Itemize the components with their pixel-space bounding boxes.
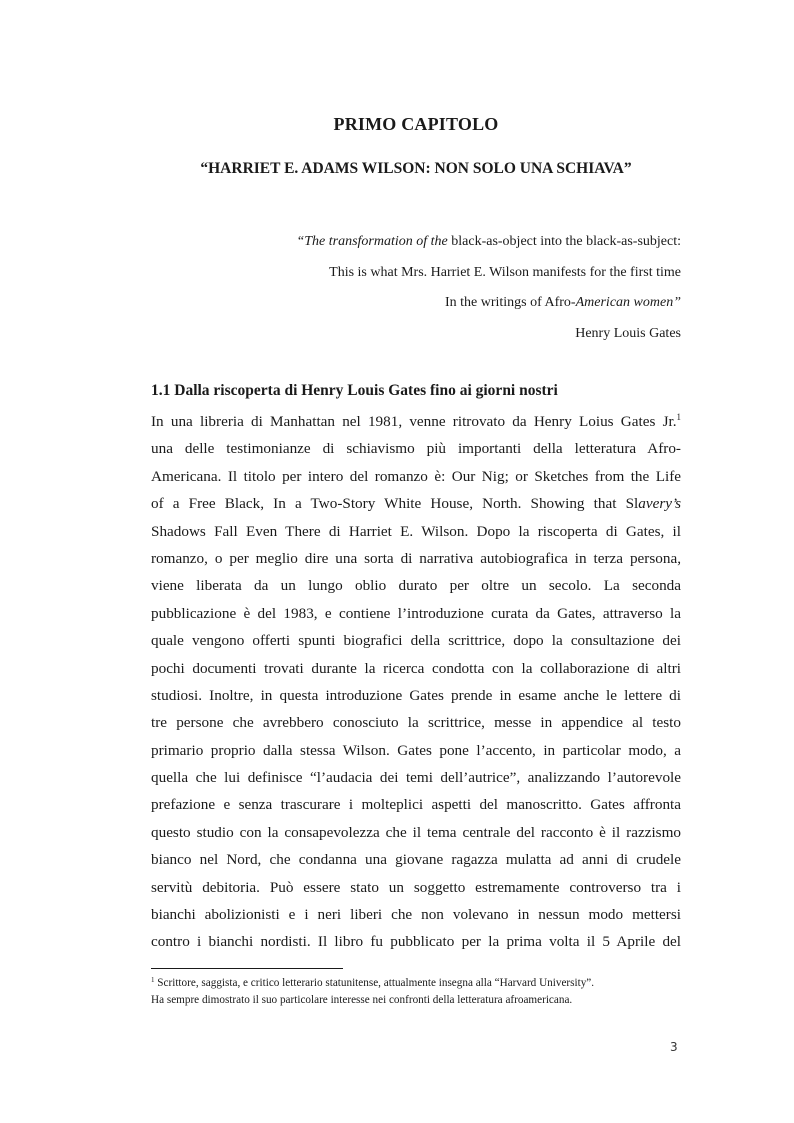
footnote [151, 975, 686, 1009]
body-line-text: of a Free Black, In a Two-Story White House, North. Showing that Sl [151, 495, 639, 513]
footnote-separator [151, 968, 343, 969]
page-number: 3 [670, 1040, 678, 1054]
epigraph-line-2: This is what Mrs. Harriet E. Wilson manifests for the first time [329, 264, 681, 280]
chapter-subtitle: “HARRIET E. ADAMS WILSON: NON SOLO UNA SCHIAVA” [200, 160, 632, 177]
body-line: viene liberata da un lungo oblio durato per oltre un secolo. La seconda [151, 577, 681, 595]
body-line [151, 490, 681, 517]
body-line: una delle testimonianze di schiavismo più importanti della letteratura Afro- [151, 440, 681, 458]
section-heading: 1.1 Dalla riscoperta di Henry Louis Gates fino ai giorni nostri [151, 382, 558, 399]
footnote-text: Scrittore, saggista, e critico letterario statunitense, attualmente insegna alla “Harvard University”. [154, 977, 595, 989]
footnote-reference: 1 [676, 412, 681, 422]
body-line [151, 408, 681, 435]
epigraph-line-1-rest: black-as-object into the black-as-subject: [447, 234, 681, 249]
body-line: primario proprio dalla stessa Wilson. Gates pone l’accento, in particolar modo, a [151, 741, 681, 759]
body-line: pochi documenti trovati durante la ricerca condotta con la collaborazione di altri [151, 659, 681, 677]
body-line-italic: avery’s [638, 495, 681, 513]
footnote-line-2: Ha sempre dimostrato il suo particolare interesse nei confronti della letteratura afroamericana. [151, 994, 573, 1006]
epigraph-line-3 [296, 293, 681, 324]
body-line: servitù debitoria. Può essere stato un soggetto estremamente controverso tra i [151, 878, 681, 896]
body-line: Shadows Fall Even There di Harriet E. Wilson. Dopo la riscoperta di Gates, il [151, 522, 681, 540]
body-line: pubblicazione è del 1983, e contiene l’introduzione curata da Gates, attraverso la [151, 604, 681, 622]
chapter-title: PRIMO CAPITOLO [333, 114, 499, 134]
body-line-text: In una libreria di Manhattan nel 1981, venne ritrovato da Henry Loius Gates Jr. [151, 413, 677, 430]
body-line: romanzo, o per meglio dire una sorta di narrativa autobiografica in terza persona, [151, 549, 681, 567]
body-line: bianchi abolizionisti e i neri liberi che non volevano in nessun modo mettersi [151, 906, 681, 924]
body-line: tre persone che avrebbero conosciuto la scrittrice, messe in appendice al testo [151, 714, 681, 732]
body-line: bianco nel Nord, che condanna una giovane ragazza mulatta ad anni di crudele [151, 851, 681, 869]
body-line: Americana. Il titolo per intero del romanzo è: Our Nig; or Sketches from the Life [151, 467, 681, 485]
body-line: quella che lui definisce “l’audacia dei temi dell’autrice”, analizzando l’autorevole [151, 769, 681, 787]
epigraph-line-3-italic: American women” [575, 295, 681, 310]
body-paragraph [151, 408, 681, 956]
epigraph-line-1-italic: “The transformation of the [296, 234, 448, 249]
body-line: prefazione e senza trascurare i molteplici aspetti del manoscritto. Gates affronta [151, 796, 681, 814]
footnote-marker: 1 [151, 976, 155, 984]
body-line: quale vengono offerti spunti biografici della scrittrice, dopo la consultazione dei [151, 632, 681, 650]
epigraph [296, 232, 681, 354]
epigraph-line-3-plain: In the writings of Afro- [444, 295, 576, 310]
body-line: questo studio con la consapevolezza che il tema centrale del racconto è il razzismo [151, 823, 681, 841]
epigraph-line-1 [296, 232, 681, 263]
body-line: studiosi. Inoltre, in questa introduzione Gates prende in esame anche le lettere di [151, 686, 681, 704]
footnote-line-1 [151, 975, 686, 992]
body-line: contro i bianchi nordisti. Il libro fu pubblicato per la prima volta il 5 Aprile del [151, 933, 681, 951]
epigraph-attribution: Henry Louis Gates [575, 325, 681, 341]
